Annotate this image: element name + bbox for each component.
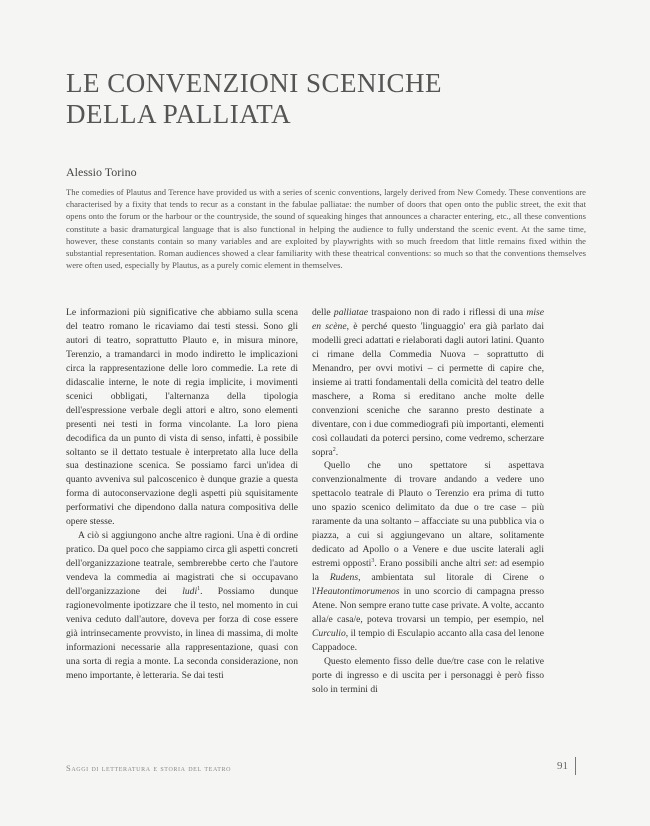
- paragraph: Quello che uno spettatore si aspettava convenzionalmente di trovare andando a vedere uno spettacolo teatrale di Plauto o Terenzio era prima di tutto uno spazio scenico delimitato da due o tre case – più raramente da una soltanto – affacciate su una pubblica via o piazza, a cui si aggiungevano un altare, solitamente dedicato ad Apollo o a Venere e due uscite laterali agli estremi opposti$^3$. Erano possibili anche altri set: ad esempio la Rudens, ambientata sul litorale di Cirene o l'Heautontimorumenos in uno scorcio di campagna presso Atene. Non sempre erano tutte case private. A volte, accanto alla/e casa/e, poteva trovarsi un tempio, per esempio, nel Curculio, il tempio di Esculapio accanto alla casa del lenone Cappadoce.: [312, 460, 544, 653]
- paragraph: Questo elemento fisso delle due/tre case con le relative porte di ingresso e di uscita per i personaggi è però fisso solo in termini di: [312, 655, 544, 695]
- title-line-1: LE CONVENZIONI SCENICHE: [66, 68, 442, 98]
- footnote-ref[interactable]: 2: [332, 446, 336, 453]
- paragraph: A ciò si aggiungono anche altre ragioni. Una è di ordine pratico. Da quel poco che sappiamo circa gli aspetti concreti dell'organizzazione teatrale, sembrerebbe certo che l'autore vendeva la commedia ai magistrati che si occupavano dell'organizzazione dei ludi$^1$. Possiamo dunque ragionevolmente ipotizzare che il testo, nel momento in cui veniva ceduto dall'autore, doveva per forza di cose essere già intrinsecamente provvisto, in linea di massima, di molte informazioni necessarie alla rappresentazione, quasi con una sorta di regia a monte. La seconda considerazione, non meno importante, è letteraria. Se dai testi: [66, 530, 298, 681]
- italic-term: palliatae: [333, 307, 369, 318]
- footnote-ref[interactable]: 3: [371, 557, 375, 564]
- page-number: 91: [557, 760, 568, 772]
- body-column-left: [66, 306, 298, 683]
- paragraph: delle palliatae traspaiono non di rado i riflessi di una mise en scène, è perché questo 'linguaggio' era già parlato dai modelli greci adattati e rielaborati dagli autori latini. Quanto ci rimane della Commedia Nuova – soprattutto di Menandro, per ovvi motivi – ci permette di capire che, insieme ai tratti fondamentali della comicità del teatro delle maschere, a Roma si ereditano anche molte delle convenzioni sceniche che saranno presto destinate a diventare, con i due commediografi più importanti, elementi così collaudati da poterci persino, come vedremo, scherzare sopra$^2$.: [312, 307, 544, 458]
- italic-term: set: [484, 558, 495, 570]
- author-name: Alessio Torino: [66, 165, 137, 179]
- journal-name: Saggi di letteratura e storia del teatro: [66, 763, 232, 773]
- italic-term: Heautontimorumenos: [316, 586, 400, 598]
- italic-term: ludi: [182, 586, 198, 598]
- title-line-2: DELLA PALLIATA: [66, 99, 292, 129]
- footer-divider: [575, 757, 576, 775]
- italic-term: Curculio: [312, 627, 346, 639]
- italic-term: Rudens: [329, 572, 359, 584]
- italic-term: mise en scène: [312, 307, 544, 332]
- article-title: [66, 68, 606, 130]
- abstract: The comedies of Plautus and Terence have provided us with a series of scenic conventions, largely derived from New Comedy. These conventions are characterised by a fixity that tends to recur as a constant in the fabulae palliatae: the number of doors that open onto the public street, the exit that opens onto the forum or the harbour or the countryside, the sound of squeaking hinges that announces a character entering, etc., all these conventions constitute a basic dramaturgical language that is also functional in helping the audience to fully understand the scenic event. At the same time, however, these constants contain so many variables and are exploited by playwrights with so much freedom that little remains fixed within the substantial representation. Roman audiences showed a clear familiarity with these theatrical conventions: so much so that the conventions themselves were often used, especially by Plautus, as a purely comic element in themselves.: [66, 187, 586, 271]
- paragraph: Le informazioni più significative che abbiamo sulla scena del teatro romano le ricaviamo dai testi stessi. Sono gli autori di teatro, soprattutto Plauto e, in misura minore, Terenzio, a tramandarci in modo indiretto le implicazioni circa la rappresentazione delle loro commedie. La rete di didascalie interne, le note di regia implicite, i movimenti scenici obbligati, l'alternanza della tipologia dell'espressione verbale degli attori e altro, sono elementi presenti nei testi in forma vincolante. La loro piena decodifica da un punto di vista di senso, infatti, è possibile soltanto se il dettato testuale è interpretato alla luce della sua destinazione scenica. Se possiamo farci un'idea di quanto avveniva sul palcoscenico è dunque grazie a questa forma di autoconservazione degli aspetti più squisitamente performativi che dipendono dalla natura compositiva delle opere stesse.: [66, 307, 298, 528]
- body-column-right: [312, 306, 544, 697]
- footnote-ref[interactable]: 1: [197, 585, 201, 592]
